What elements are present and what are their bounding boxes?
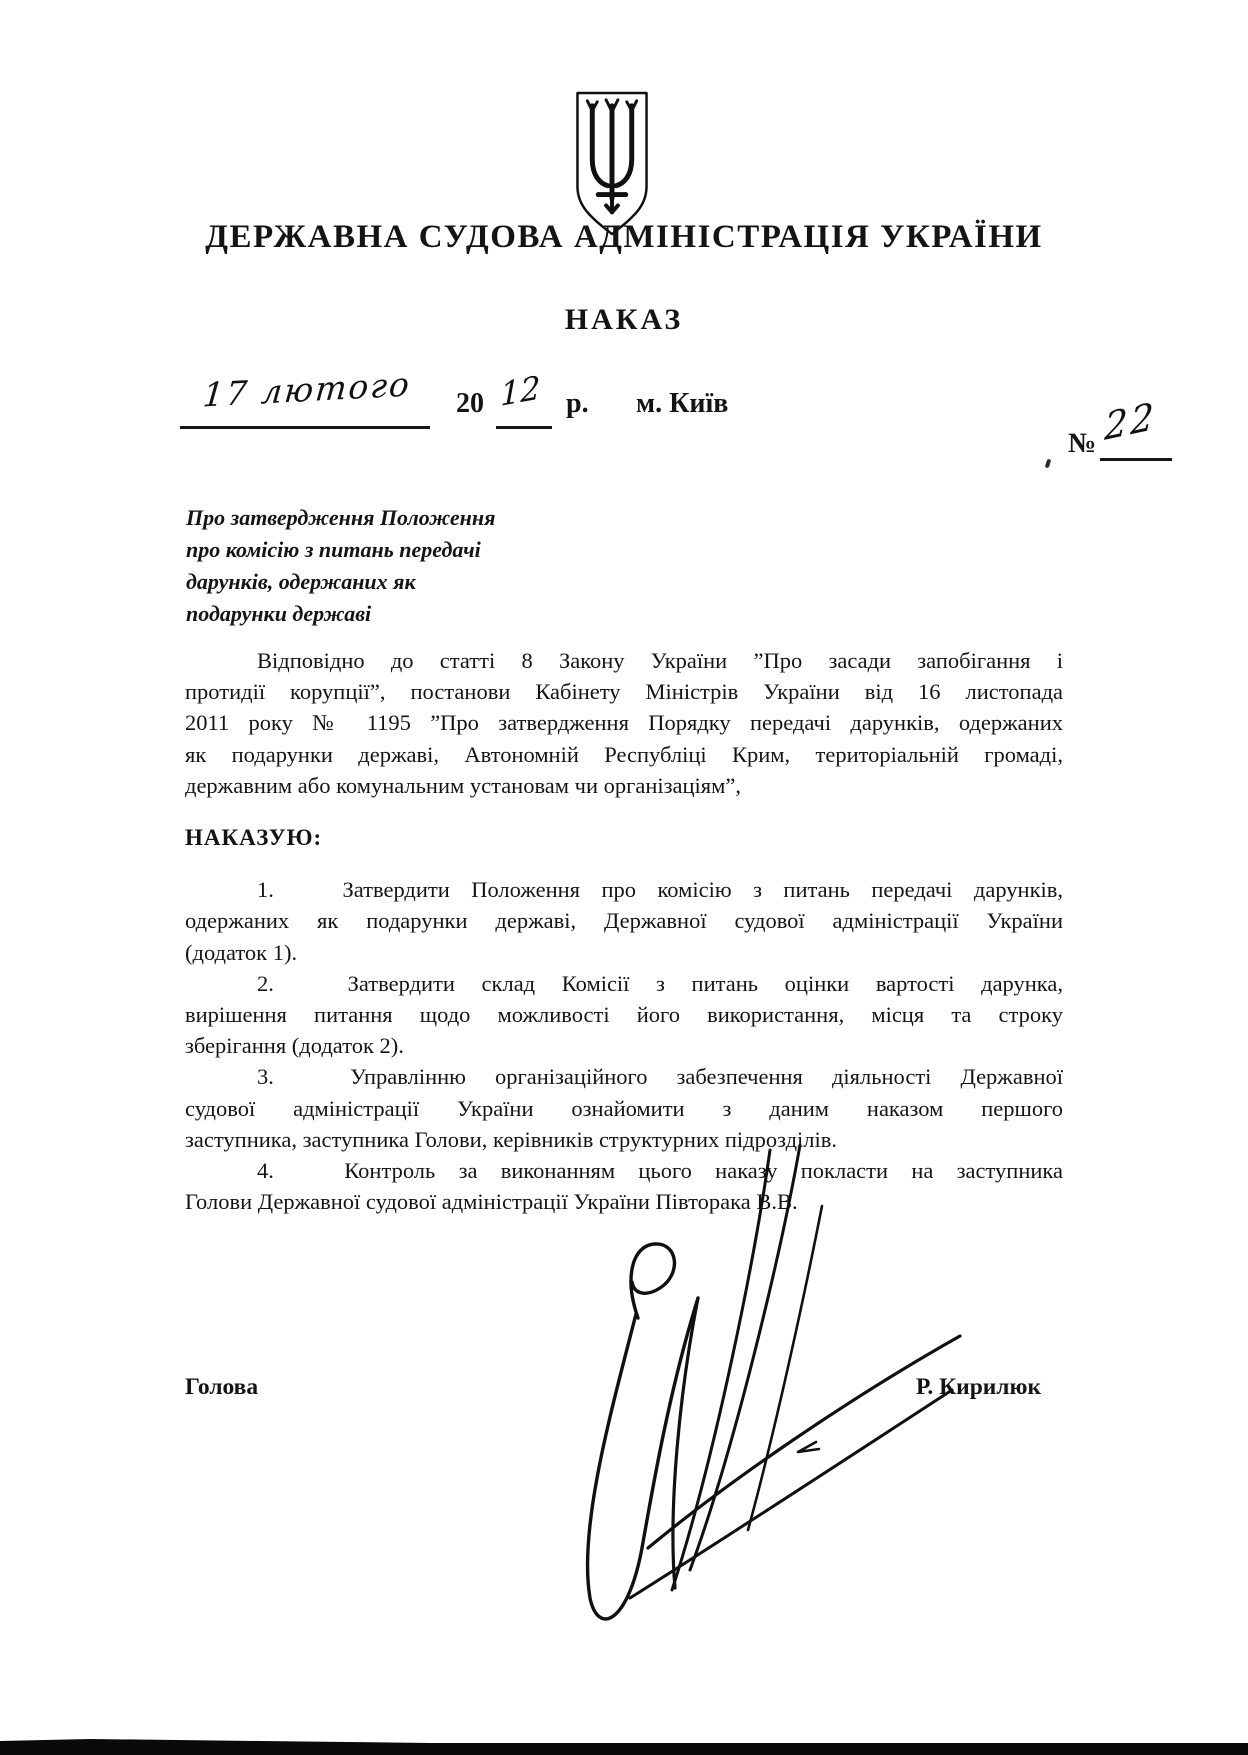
year-underline [496, 426, 552, 429]
order-item-2 [185, 968, 1063, 1062]
number-sign: № [1068, 428, 1097, 459]
item-line: 1. Затвердити Положення про комісію з питань передачі дарунків, [185, 874, 1063, 905]
item-line: вирішення питання щодо можливості його використання, місця та строку [185, 1002, 1063, 1028]
subject-line: про комісію з питань передачі [186, 537, 481, 562]
handwritten-date: 17 лютого [201, 364, 413, 415]
item-line: 4. Контроль за виконанням цього наказу покласти на заступника [185, 1155, 1063, 1186]
preamble-line: протидії корупції”, постанови Кабінету Міністрів України від 16 листопада [185, 679, 1063, 705]
preamble-line: державним або комунальним установам чи організаціям”, [185, 772, 742, 798]
scan-speck [1045, 459, 1052, 469]
city-label: м. Київ [636, 388, 729, 419]
preamble-paragraph [185, 645, 1063, 801]
subject-line: Про затвердження Положення [186, 505, 496, 530]
item-line: (додаток 1). [185, 939, 298, 965]
item-line: заступника, заступника Голови, керівників структурних підрозділів. [185, 1126, 838, 1152]
item-line: 3. Управлінню організаційного забезпечення діяльності Державної [185, 1061, 1063, 1092]
subject-line: подарунки державі [186, 601, 372, 626]
organization-name: ДЕРЖАВНА СУДОВА АДМІНІСТРАЦІЯ УКРАЇНИ [205, 219, 1043, 255]
item-number: 2. [257, 970, 274, 996]
preamble-line: як подарунки державі, Автономній Республіці Крим, територіальній громаді, [185, 741, 1063, 767]
handwritten-document-number: 22 [1103, 393, 1158, 450]
handwritten-year: 12 [500, 368, 541, 414]
scan-artifact-bottom-edge [0, 1733, 1248, 1755]
item-line: судової адміністрації України ознайомити з даним наказом першого [185, 1095, 1063, 1121]
item-line: зберігання (додаток 2). [185, 1033, 404, 1059]
number-underline [1100, 458, 1172, 461]
order-item-1 [185, 874, 1063, 968]
preamble-line: Відповідно до статті 8 Закону України ”Про засади запобігання і [257, 648, 1063, 673]
subject-block [186, 502, 495, 630]
subject-line: дарунків, одержаних як [186, 569, 416, 594]
signer-title: Голова [185, 1374, 259, 1401]
ukraine-tryzub-shield-icon [560, 90, 664, 238]
handwritten-signature [520, 1128, 980, 1648]
item-line: 2. Затвердити склад Комісії з питань оцінки вартості дарунка, [185, 968, 1063, 999]
year-prefix: 20 [456, 388, 484, 419]
item-number: 3. [257, 1064, 274, 1090]
order-word: НАКАЗУЮ: [185, 825, 323, 851]
preamble-line: 2011 року № 1195 ”Про затвердження Порядку передачі дарунків, одержаних [185, 710, 1063, 736]
item-line: Голови Державної судової адміністрації України Півторака В.В. [185, 1189, 798, 1215]
document-type-title: НАКАЗ [564, 303, 684, 336]
item-number: 1. [257, 877, 274, 903]
date-underline [180, 426, 430, 429]
item-line: одержаних як подарунки державі, Державної судової адміністрації України [185, 908, 1063, 934]
item-number: 4. [257, 1158, 274, 1184]
year-suffix: р. [566, 388, 589, 419]
signer-name: Р. Кирилюк [915, 1374, 1041, 1401]
